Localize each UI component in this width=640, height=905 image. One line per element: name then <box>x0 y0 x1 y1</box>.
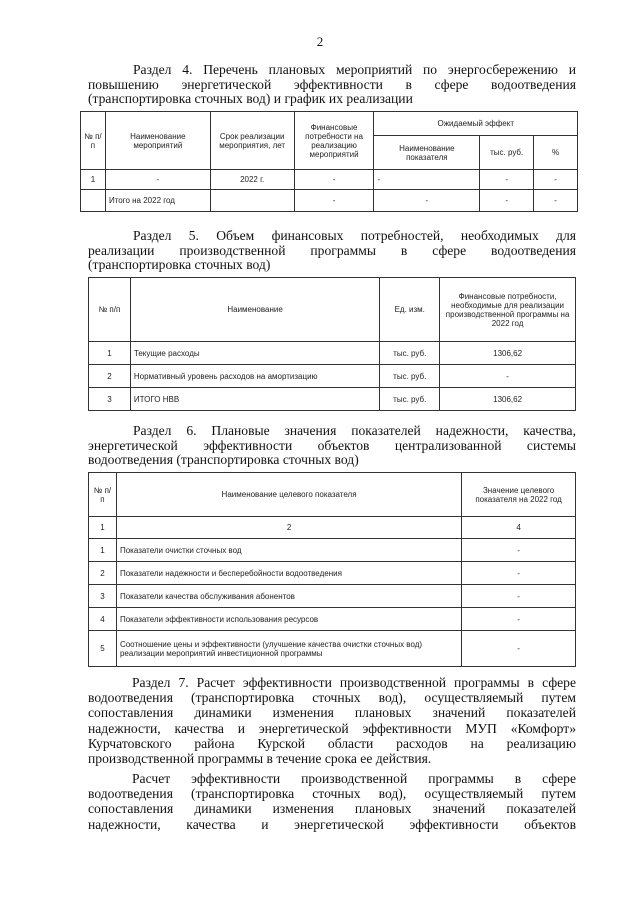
table-row <box>89 365 576 388</box>
text-line: водоотведения (транспортировка сточных вод), осуществляемый путем <box>88 690 576 706</box>
cell: 3 <box>89 388 131 411</box>
col-indicator-header: Наименование показателя <box>374 136 480 170</box>
section4-table <box>80 111 578 212</box>
cell: - <box>534 170 578 190</box>
cell: - <box>294 190 374 212</box>
text-line: Расчет эффективности производственной программы в сфере <box>132 771 576 786</box>
cell: - <box>462 608 576 631</box>
text-line: надежности, качества и энергетической эффективности МУП «Комфорт» <box>88 720 576 736</box>
cell: тыс. руб. <box>380 388 440 411</box>
col-name-header: Наименование целевого показателя <box>116 473 461 517</box>
col-need-header: Финансовые потребности, необходимые для реализации производственной программы на 2022 год <box>440 278 576 342</box>
text-line: Раздел 7. Расчет эффективности производственной программы в сфере <box>132 675 576 690</box>
col-finance-header: Финансовые потребности на реализацию мероприятий <box>294 112 374 170</box>
section4-title-line: Раздел 4. Перечень плановых мероприятий по энергосбережению и <box>133 62 576 77</box>
table-row <box>89 562 576 585</box>
table-row <box>89 539 576 562</box>
table-row <box>89 631 576 667</box>
col-thousand-header: тыс. руб. <box>480 136 534 170</box>
table-row <box>81 170 578 190</box>
section4-title-line: (транспортировка сточных вод) и график их реализации <box>88 91 413 106</box>
section5-title <box>88 229 576 273</box>
cell: - <box>374 170 480 190</box>
cell: - <box>105 170 210 190</box>
col-percent-header: % <box>534 136 578 170</box>
table-row <box>89 388 576 411</box>
cell: 3 <box>89 585 117 608</box>
section6-title-line: водоотведения (транспортировка сточных вод) <box>88 452 359 467</box>
cell: - <box>374 190 480 212</box>
cell: - <box>462 562 576 585</box>
text-line: сопоставления динамики изменения плановых значений показателей <box>88 801 576 817</box>
section4-title-line: повышению энергетической эффективности в сфере водоотведения <box>88 76 576 92</box>
cell: 4 <box>89 608 117 631</box>
cell: 5 <box>89 631 117 667</box>
col-name-header: Наименование <box>130 278 379 342</box>
cell: Показатели очистки сточных вод <box>116 539 461 562</box>
section7-paragraph-2 <box>88 771 576 832</box>
cell: Показатели эффективности использования ресурсов <box>116 608 461 631</box>
table-row <box>89 608 576 631</box>
table-index-row <box>89 517 576 539</box>
col-name-header: Наименование мероприятий <box>105 112 210 170</box>
col-term-header: Срок реализации мероприятия, лет <box>210 112 294 170</box>
cell: - <box>440 365 576 388</box>
cell: Соотношение цены и эффективности (улучшение качества очистки сточных вод) реализации мероприятий инвестиционной программы <box>116 631 461 667</box>
col-effect-header: Ожидаемый эффект <box>374 112 578 136</box>
text-line: надежности, качества и энергетической эффективности объектов <box>88 816 576 832</box>
text-line: водоотведения (транспортировка сточных вод), осуществляемый путем <box>88 786 576 802</box>
section5-title-line: Раздел 5. Объем финансовых потребностей, необходимых для <box>133 228 576 243</box>
text-line: производственной программы в течение срока ее действия. <box>88 751 432 767</box>
cell: 1 <box>89 539 117 562</box>
cell: 1 <box>89 342 131 365</box>
cell: 2 <box>89 562 117 585</box>
section5-table <box>88 277 576 411</box>
cell: тыс. руб. <box>380 365 440 388</box>
cell: Показатели качества обслуживания абонентов <box>116 585 461 608</box>
cell: - <box>462 539 576 562</box>
text-line: сопоставления динамики изменения плановых значений показателей <box>88 705 576 721</box>
section4-title <box>88 63 576 107</box>
col-value-header: Значение целевого показателя на 2022 год <box>462 473 576 517</box>
cell: 2 <box>89 365 131 388</box>
section6-title <box>88 424 576 468</box>
section5-title-line: реализации производственной программы в сфере водоотведения <box>88 242 576 258</box>
cell: Текущие расходы <box>130 342 379 365</box>
text-line: Курчатовского района Курской области расходов на реализацию <box>88 735 576 751</box>
cell: 4 <box>462 517 576 539</box>
cell: ИТОГО НВВ <box>130 388 379 411</box>
cell: 2022 г. <box>210 170 294 190</box>
cell: Нормативный уровень расходов на амортизацию <box>130 365 379 388</box>
col-num-header: № п/п <box>81 112 106 170</box>
table-row <box>89 342 576 365</box>
cell: - <box>534 190 578 212</box>
cell: Итого на 2022 год <box>105 190 210 212</box>
col-num-header: № п/п <box>89 473 117 517</box>
cell: - <box>294 170 374 190</box>
col-num-header: № п/п <box>89 278 131 342</box>
cell: - <box>462 631 576 667</box>
cell: - <box>480 170 534 190</box>
table-total-row <box>81 190 578 212</box>
section6-table <box>88 472 576 667</box>
page-number: 2 <box>316 34 324 49</box>
section6-title-line: энергетической эффективности объектов централизованной системы <box>88 437 576 453</box>
cell: 1 <box>81 170 106 190</box>
section7-paragraph <box>88 675 576 766</box>
cell: 1 <box>89 517 117 539</box>
cell: 2 <box>116 517 461 539</box>
section6-title-line: Раздел 6. Плановые значения показателей надежности, качества, <box>133 423 576 438</box>
cell: - <box>480 190 534 212</box>
cell: 1306,62 <box>440 388 576 411</box>
cell: Показатели надежности и бесперебойности водоотведения <box>116 562 461 585</box>
col-unit-header: Ед. изм. <box>380 278 440 342</box>
table-row <box>89 585 576 608</box>
cell: 1306,62 <box>440 342 576 365</box>
cell: - <box>462 585 576 608</box>
cell: тыс. руб. <box>380 342 440 365</box>
section5-title-line: (транспортировка сточных вод) <box>88 257 271 272</box>
